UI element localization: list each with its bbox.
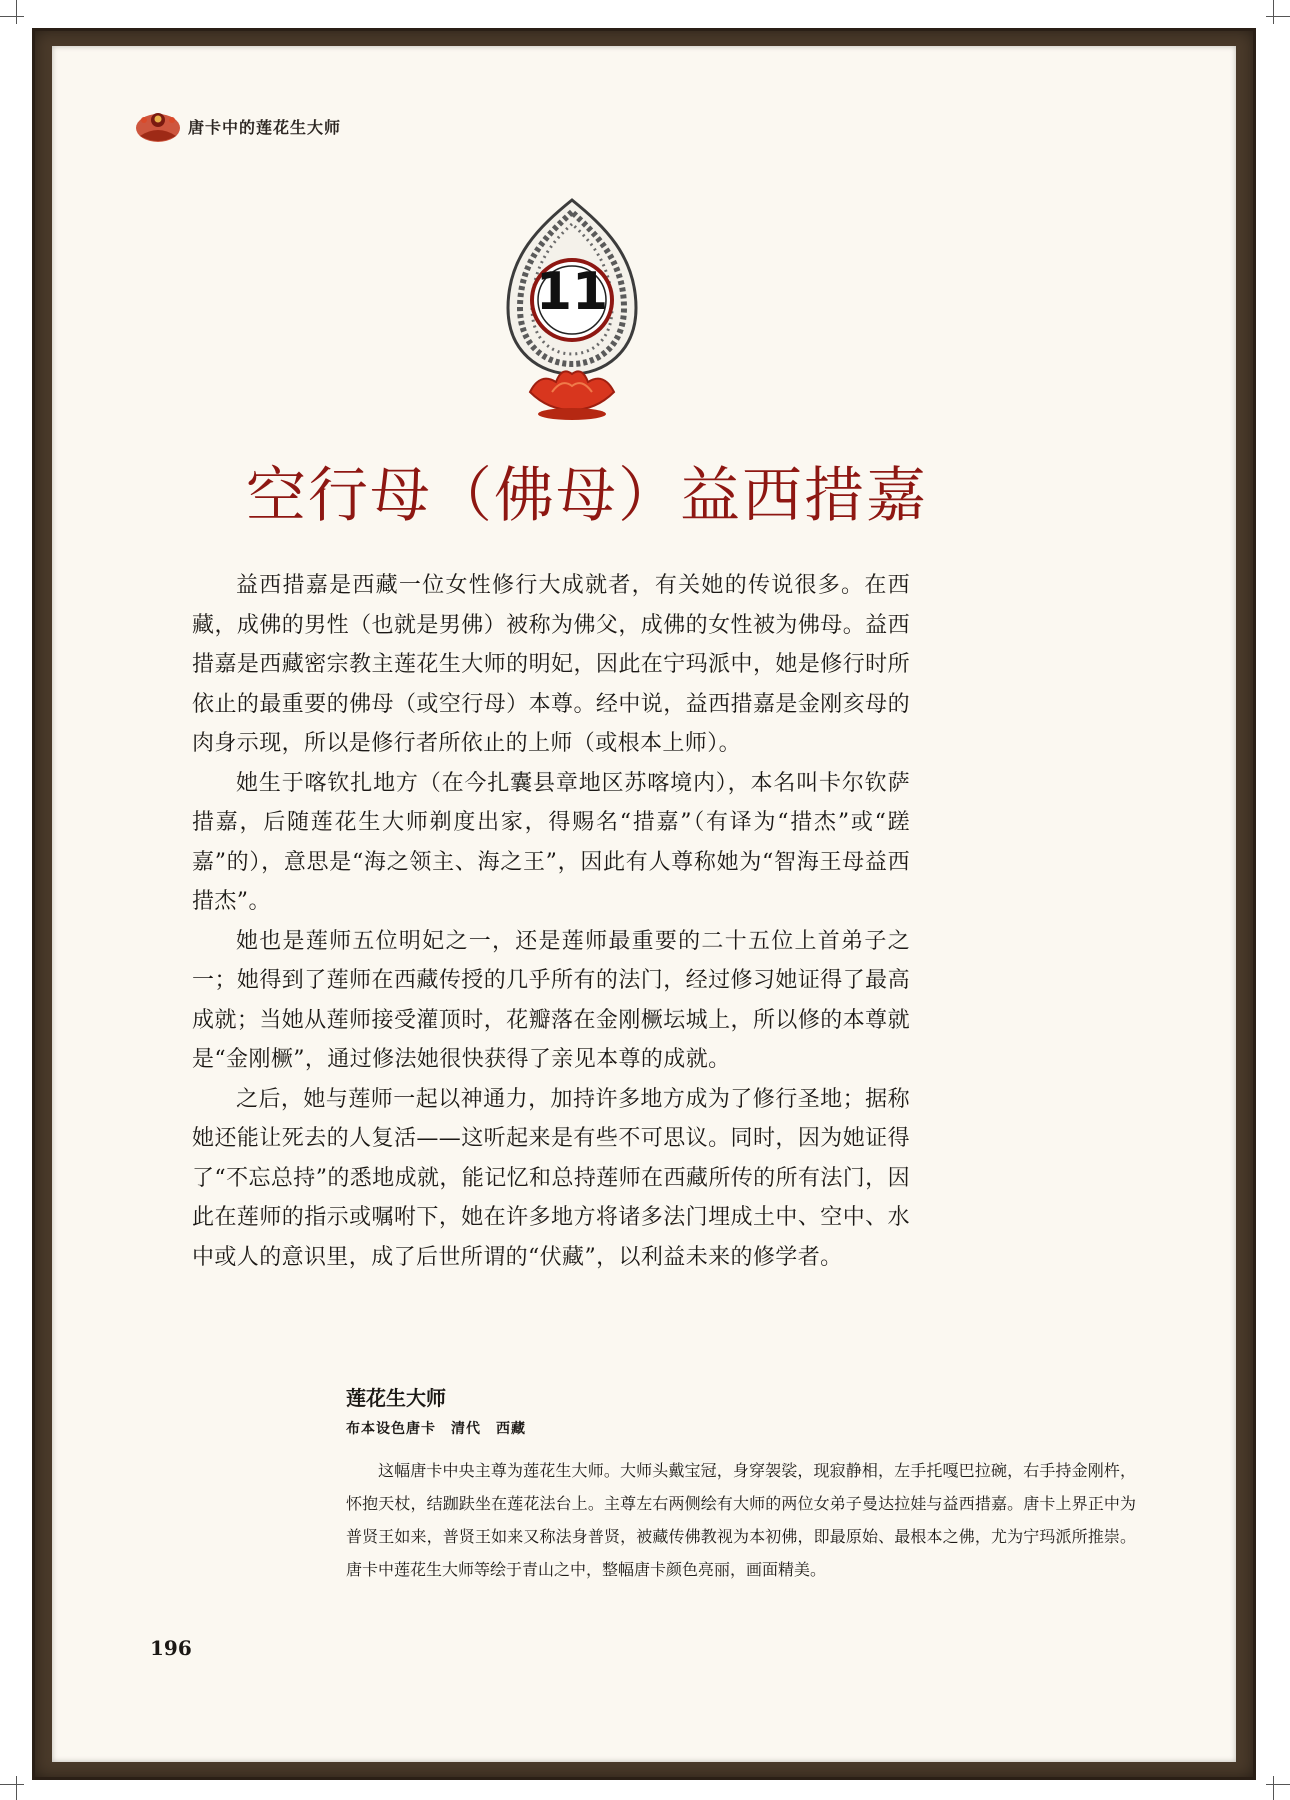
chapter-title: 空行母（佛母）益西措嘉 <box>246 461 928 531</box>
page-number: 196 <box>150 1636 192 1660</box>
body-paragraph: 益西措嘉是西藏一位女性修行大成就者，有关她的传说很多。在西藏，成佛的男性（也就是男佛）被称为佛父，成佛的女性被为佛母。益西措嘉是西藏密宗教主莲花生大师的明妃，因此在宁玛派中，她是修行时所依止的最重要的佛母（或空行母）本尊。经中说，益西措嘉是金刚亥母的肉身示现，所以是修行者所依止的上师（或根本上师）。 <box>192 573 910 756</box>
caption-title: 莲花生大师 <box>346 1386 446 1410</box>
body-text <box>192 566 910 1277</box>
chapter-number: 11 <box>535 262 609 322</box>
crop-mark <box>1273 1776 1274 1800</box>
crop-mark <box>1273 0 1274 24</box>
running-title: 唐卡中的莲花生大师 <box>188 117 342 137</box>
caption-text: 这幅唐卡中央主尊为莲花生大师。大师头戴宝冠，身穿袈裟，现寂静相，左手托嘎巴拉碗，右手持金刚杵，怀抱天杖，结跏趺坐在莲花法台上。主尊左右两侧绘有大师的两位女弟子曼达拉娃与益西措嘉。唐卡上界正中为普贤王如来，普贤王如来又称法身普贤，被藏传佛教视为本初佛，即最原始、最根本之佛，尤为宁玛派所推崇。唐卡中莲花生大师等绘于青山之中，整幅唐卡颜色亮丽，画面精美。 <box>346 1461 1136 1579</box>
caption-subtitle: 布本设色唐卡 清代 西藏 <box>346 1421 526 1437</box>
crop-mark <box>1266 1784 1290 1785</box>
deity-emblem-icon <box>132 106 184 146</box>
body-paragraph: 她生于喀钦扎地方（在今扎囊县章地区苏喀境内），本名叫卡尔钦萨措嘉，后随莲花生大师剃度出家，得赐名“措嘉”（有译为“措杰”或“蹉嘉”的），意思是“海之领主、海之王”，因此有人尊称她为“智海王母益西措杰”。 <box>192 770 910 914</box>
body-paragraph: 她也是莲师五位明妃之一，还是莲师最重要的二十五位上首弟子之一；她得到了莲师在西藏传授的几乎所有的法门，经过修习她证得了最高成就；当她从莲师接受灌顶时，花瓣落在金刚橛坛城上，所以修的本尊就是“金刚橛”，通过修法她很快获得了亲见本尊的成就。 <box>192 928 910 1072</box>
crop-mark <box>0 16 24 17</box>
crop-mark <box>16 1776 17 1800</box>
crop-mark <box>0 1784 24 1785</box>
book-page <box>52 46 1236 1762</box>
crop-mark <box>1266 16 1290 17</box>
running-header <box>132 106 341 146</box>
crop-mark <box>16 0 17 24</box>
chapter-badge <box>500 196 644 424</box>
body-paragraph: 之后，她与莲师一起以神通力，加持许多地方成为了修行圣地；据称她还能让死去的人复活——这听起来是有些不可思议。同时，因为她证得了“不忘总持”的悉地成就，能记忆和总持莲师在西藏所传的所有法门，因此在莲师的指示或嘱咐下，她在许多地方将诸多法门埋成土中、空中、水中或人的意识里，成了后世所谓的“伏藏”，以利益未来的修学者。 <box>192 1086 910 1270</box>
